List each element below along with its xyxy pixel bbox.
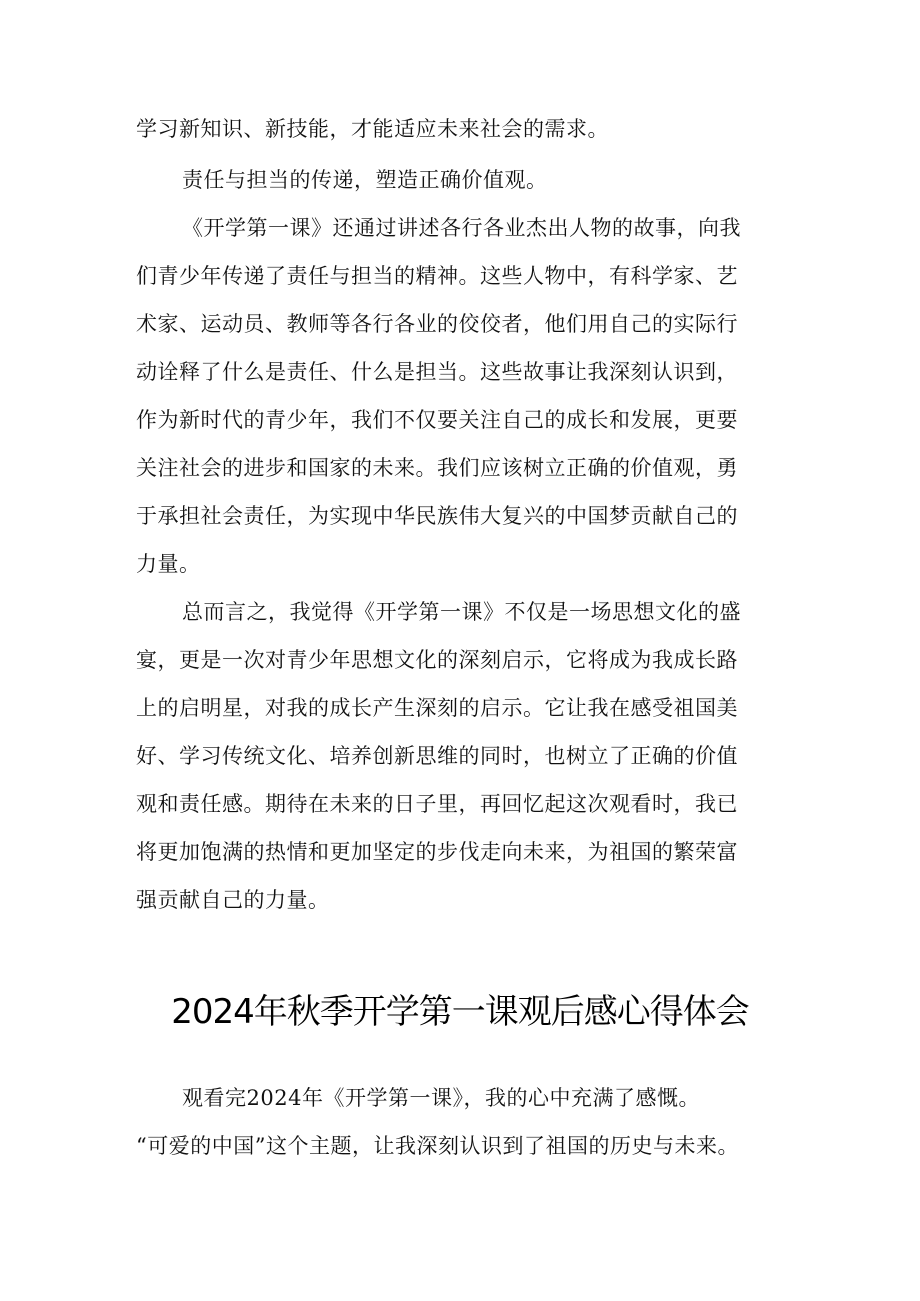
text-line: 关注社会的进步和国家的未来。我们应该树立正确的价值观，勇 xyxy=(136,456,738,480)
article-title: 2024年秋季开学第一课观后感心得体会 xyxy=(171,992,749,1032)
section-heading: 责任与担当的传递，塑造正确价值观。 xyxy=(182,168,548,192)
text-line: 观和责任感。期待在未来的日子里，再回忆起这次观看时，我已 xyxy=(136,792,738,816)
text-line: 上的启明星，对我的成长产生深刻的启示。它让我在感受祖国美 xyxy=(136,696,738,720)
text-line: “可爱的中国”这个主题，让我深刻认识到了祖国的历史与未来。 xyxy=(136,1134,739,1158)
text-line: 强贡献自己的力量。 xyxy=(136,888,330,912)
text-line: 动诠释了什么是责任、什么是担当。这些故事让我深刻认识到， xyxy=(136,360,738,384)
text-line: 《开学第一课》还通过讲述各行各业杰出人物的故事，向我 xyxy=(182,216,741,240)
text-line: 作为新时代的青少年，我们不仅要关注自己的成长和发展，更要 xyxy=(136,408,738,432)
text-line: 总而言之，我觉得《开学第一课》不仅是一场思想文化的盛 xyxy=(182,600,741,624)
text-line: 宴，更是一次对青少年思想文化的深刻启示，它将成为我成长路 xyxy=(136,648,738,672)
text-line: 好、学习传统文化、培养创新思维的同时，也树立了正确的价值 xyxy=(136,744,738,768)
text-line: 们青少年传递了责任与担当的精神。这些人物中，有科学家、艺 xyxy=(136,264,738,288)
text-line: 将更加饱满的热情和更加坚定的步伐走向未来，为祖国的繁荣富 xyxy=(136,840,738,864)
text-line: 学习新知识、新技能，才能适应未来社会的需求。 xyxy=(136,117,609,141)
text-line: 力量。 xyxy=(136,552,201,576)
text-line: 观看完2024年《开学第一课》，我的心中充满了感慨。 xyxy=(182,1086,700,1110)
text-line: 术家、运动员、教师等各行各业的佼佼者，他们用自己的实际行 xyxy=(136,312,738,336)
text-line: 于承担社会责任，为实现中华民族伟大复兴的中国梦贡献自己的 xyxy=(136,504,738,528)
